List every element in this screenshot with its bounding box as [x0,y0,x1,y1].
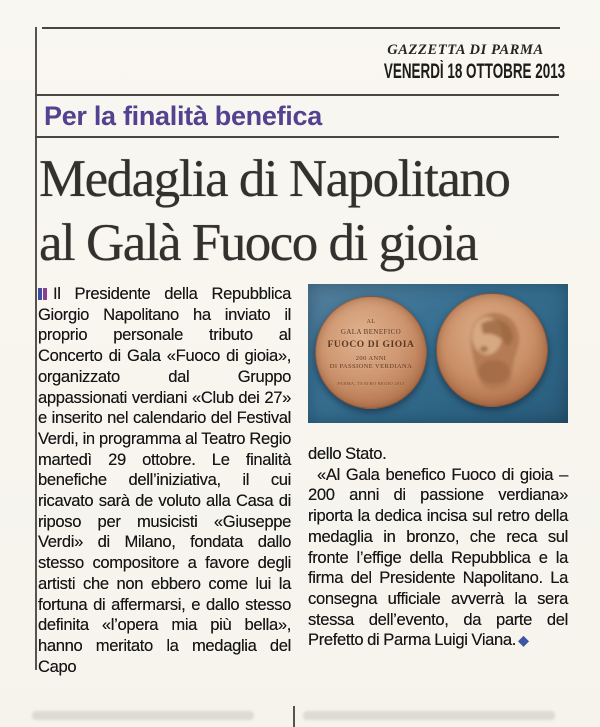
inscription-line: PARMA, TEATRO REGIO 2013 [337,380,405,386]
left-border-rule [35,27,37,670]
effigy-face-illustration [437,294,547,406]
column-left [38,284,291,677]
medal-front [436,293,548,407]
scan-smudge-left [32,711,254,720]
inscription-line: GALA BENEFICO [340,327,402,336]
next-section-divider [293,706,295,727]
headline-line-2: al Galà Fuoco di gioia [39,214,477,272]
headline-line-1: Medaglia di Napolitano [39,150,510,208]
medal-back [315,296,427,409]
lead-bar-icon [38,288,42,300]
inscription-line: 200 ANNI [355,354,387,362]
kicker-rule-top [35,94,559,96]
issue-date: VENERDÌ 18 OTTOBRE 2013 [383,59,566,83]
article-photo-medals [308,284,568,423]
scan-smudge-right [303,711,555,720]
inscription-line: DI PASSIONE VERDIANA [329,363,413,371]
page-header [338,43,593,82]
lead-bar-icon [43,288,47,300]
body-paragraph-1 [38,284,291,677]
medal-back-inscription [316,297,426,408]
kicker-rule-bottom [35,136,559,138]
masthead: GAZZETTA DI PARMA [387,42,544,58]
headline [39,147,509,275]
body-text-column2: «Al Gala benefico Fuoco di gioia – 200 anni di passione verdiana» riporta la dedica incisa sul retro della medaglia in bronzo, che reca sul fronte l’effige della Repubblica e la firma del Presidente Napolitano. La consegna ufficiale avverrà la sera stessa dell’evento, da parte del Prefetto di Parma Luigi Viana. [308,464,568,650]
end-diamond-mark: ◆ [518,632,529,649]
column-right [308,284,568,677]
inscription-line: FUOCO DI GIOIA [327,339,415,350]
article-columns [38,284,568,677]
paragraph-lead-marker [38,284,48,305]
inscription-line: AL [366,319,376,326]
body-paragraph-2: dello Stato. [308,444,387,463]
kicker: Per la finalità benefica [44,101,322,131]
body-text-column1: Il Presidente della Repubblica Giorgio Napolitano ha inviato il proprio personale tributo al Concerto di Gala «Fuoco di gioia», organizzato dal Gruppo appassionati verdiani «Club dei 27» e inserito nel calendario del Festival Verdi, in programma al Teatro Regio martedì 29 ottobre. Le finalità benefiche dell’iniziativa, il cui ricavato sarà de voluto alla Casa di riposo per musicisti «Giuseppe Verdi» di Milano, fondata dallo stesso compositore a favore degli artisti che non ebbero come lui la fortuna di affermarsi, e dallo stesso definita «l’opera mia più bella», hanno meritato la medaglia del Capo [38,284,291,676]
body-paragraph-3 [308,465,568,651]
top-rule [42,27,560,29]
